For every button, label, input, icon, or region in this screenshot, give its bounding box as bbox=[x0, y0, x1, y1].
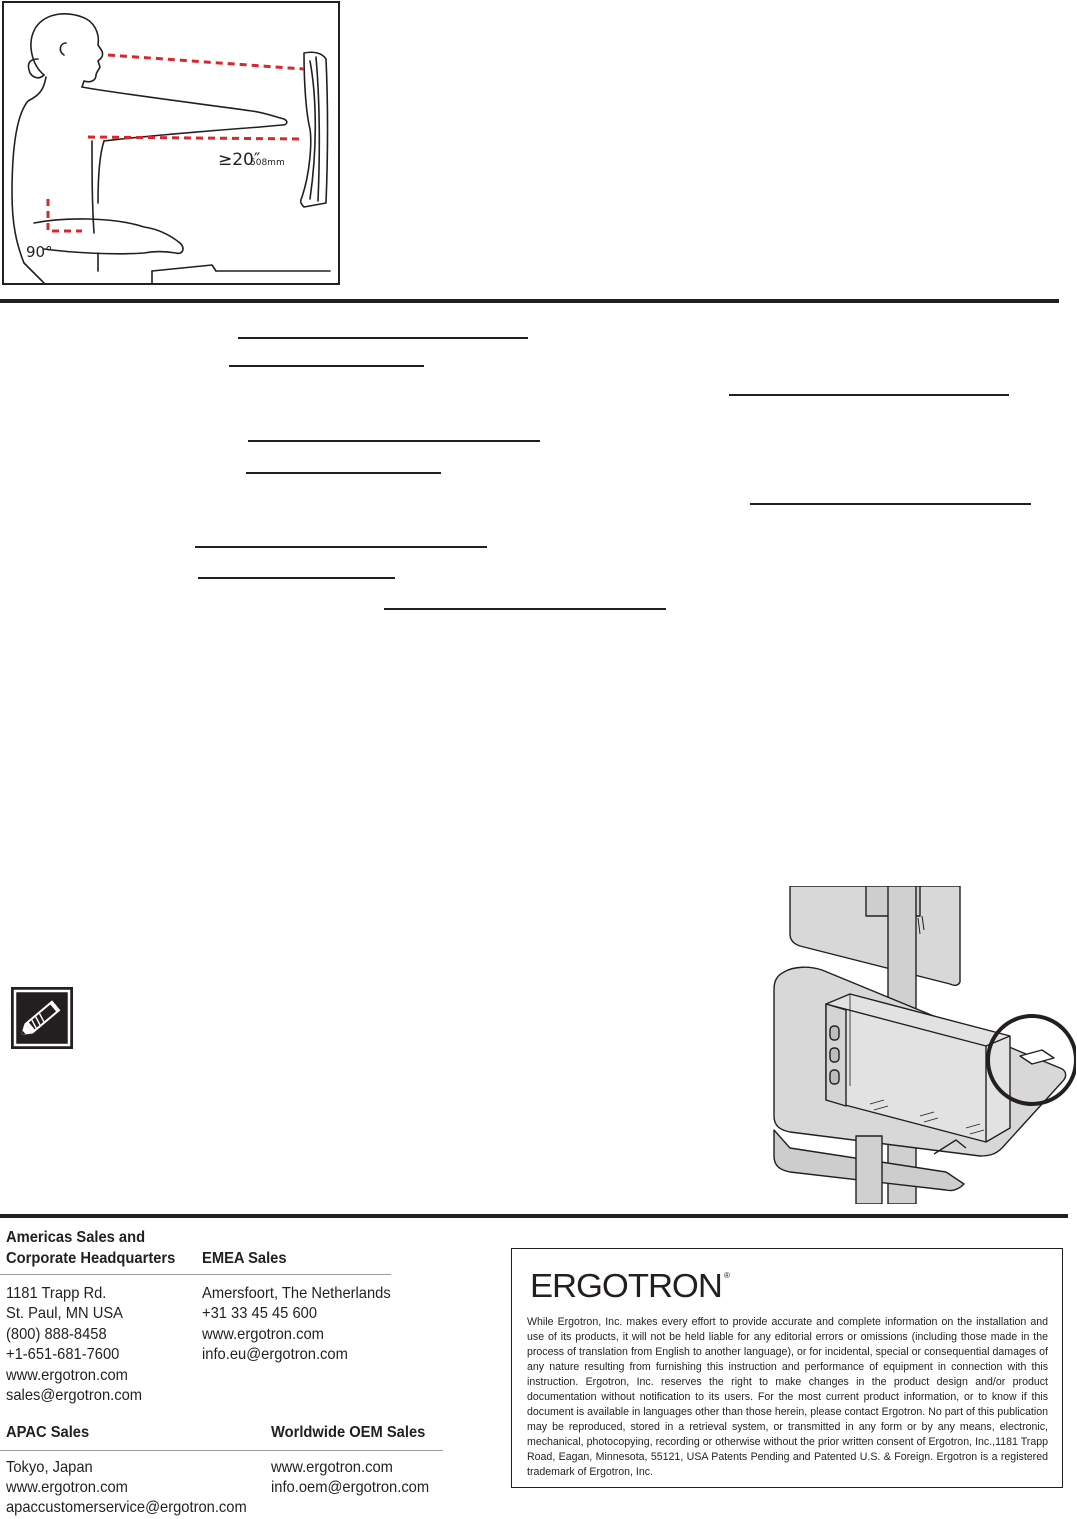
emea-phone: +31 33 45 45 600 bbox=[202, 1305, 318, 1322]
ergotron-logo bbox=[530, 1267, 730, 1305]
registered-mark: ® bbox=[723, 1271, 731, 1280]
distance-label: ≥20″ bbox=[218, 150, 261, 170]
contact-divider bbox=[0, 1450, 443, 1451]
emea-email-link[interactable]: info.eu@ergotron.com bbox=[202, 1346, 348, 1363]
americas-address: 1181 Trapp Rd. bbox=[6, 1285, 107, 1302]
emea-title: EMEA Sales bbox=[202, 1250, 287, 1267]
underline-blank bbox=[729, 394, 1009, 396]
americas-website-link[interactable]: www.ergotron.com bbox=[6, 1367, 128, 1384]
pencil-note-icon bbox=[11, 987, 73, 1049]
underline-blank bbox=[246, 472, 441, 474]
contact-divider bbox=[0, 1274, 391, 1275]
underline-blank bbox=[248, 440, 540, 442]
product-bracket-illustration bbox=[770, 886, 1076, 1204]
disclaimer-text: While Ergotron, Inc. makes every effort to provide accurate and complete information on the installation and use of its products, it will not be held liable for any editorial errors or omissions (including those made in the process of translation from English to another language), or for incidental, special or consequential damages of any nature resulting from furnishing this instruction and performance of equipment in connection with this instruction. Ergotron, Inc. reserves the right to make changes in the product design and/or product documentation without notification to its users. For the most current product information, or to know if this document is available in languages other than those herein, please contact Ergotron. No part of this publication may be reproduced, stored in a retrieval system, or transmitted in any form or by any means, electronic, mechanical, photocopying, recording or otherwise without the prior written consent of Ergotron, Inc.,1181 Trapp Road, Eagan, Minnesota, 55121, USA Patents Pending and Patented U.S. & Foreign. Ergotron is a registered trademark of Ergotron, Inc. bbox=[527, 1316, 1048, 1478]
americas-phone: (800) 888-8458 bbox=[6, 1326, 107, 1343]
emea-website-link[interactable]: www.ergotron.com bbox=[202, 1326, 324, 1343]
section-divider-bottom bbox=[0, 1214, 1068, 1218]
angle-label: 90° bbox=[26, 243, 53, 261]
apac-website-link[interactable]: www.ergotron.com bbox=[6, 1479, 128, 1496]
oem-title: Worldwide OEM Sales bbox=[271, 1424, 426, 1441]
americas-title-line1: Americas Sales and bbox=[6, 1229, 146, 1246]
underline-blank bbox=[384, 608, 666, 610]
americas-email-link[interactable]: sales@ergotron.com bbox=[6, 1387, 143, 1404]
americas-title-line2: Corporate Headquarters bbox=[6, 1250, 176, 1267]
brand-name: ERGOTRON bbox=[530, 1267, 722, 1304]
americas-city: St. Paul, MN USA bbox=[6, 1305, 123, 1322]
underline-blank bbox=[238, 337, 528, 339]
apac-location: Tokyo, Japan bbox=[6, 1459, 93, 1476]
posture-illustration bbox=[4, 3, 338, 283]
distance-metric-label: 508mm bbox=[250, 158, 285, 168]
underline-blank bbox=[750, 503, 1031, 505]
disclaimer-box bbox=[511, 1248, 1063, 1488]
apac-email-link[interactable]: apaccustomerservice@ergotron.com bbox=[6, 1499, 247, 1516]
ergonomic-posture-figure bbox=[2, 1, 340, 285]
section-divider-top bbox=[0, 299, 1059, 303]
oem-website-link[interactable]: www.ergotron.com bbox=[271, 1459, 393, 1476]
underline-blank bbox=[198, 577, 395, 579]
emea-location: Amersfoort, The Netherlands bbox=[202, 1285, 391, 1302]
underline-blank bbox=[195, 546, 487, 548]
underline-blank bbox=[229, 365, 424, 367]
americas-phone-intl: +1-651-681-7600 bbox=[6, 1346, 120, 1363]
oem-email-link[interactable]: info.oem@ergotron.com bbox=[271, 1479, 430, 1496]
apac-title: APAC Sales bbox=[6, 1424, 90, 1441]
